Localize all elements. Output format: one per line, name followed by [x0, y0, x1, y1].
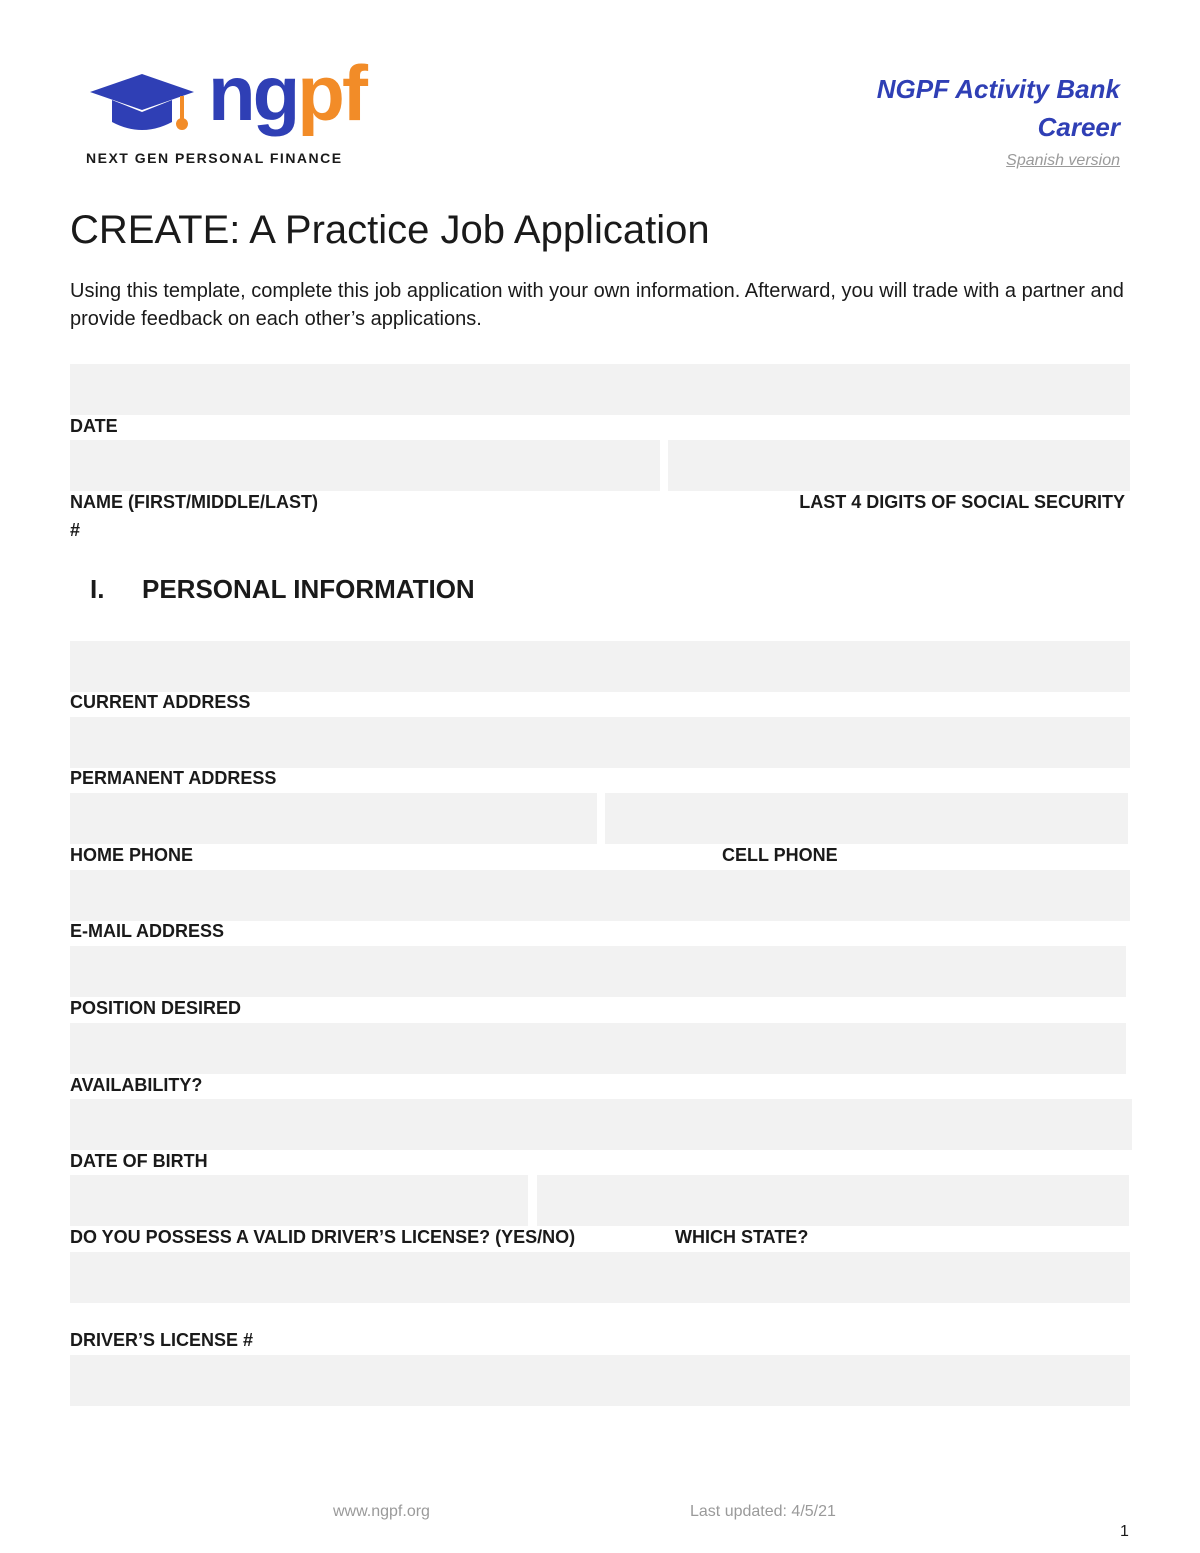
- availability-field[interactable]: [70, 1023, 1126, 1074]
- dob-label: DATE OF BIRTH: [70, 1151, 208, 1171]
- name-field[interactable]: [70, 440, 660, 491]
- which-state-field[interactable]: [537, 1175, 1129, 1226]
- permanent-address-label: PERMANENT ADDRESS: [70, 768, 277, 788]
- page-title: CREATE: A Practice Job Application: [70, 208, 710, 252]
- license-number-input[interactable]: [70, 1355, 1130, 1406]
- license-valid-label: DO YOU POSSESS A VALID DRIVER’S LICENSE? (YES/NO): [70, 1227, 576, 1247]
- ssn-field[interactable]: [668, 440, 1130, 491]
- ssn-label: LAST 4 DIGITS OF SOCIAL SECURITY: [799, 492, 1125, 512]
- footer-updated: Last updated: 4/5/21: [690, 1503, 836, 1520]
- current-address-label: CURRENT ADDRESS: [70, 692, 251, 712]
- category-title: Career: [1037, 112, 1120, 142]
- current-address-field[interactable]: [70, 641, 1130, 692]
- logo-wordmark: ngpf: [208, 49, 365, 137]
- license-valid-field[interactable]: [70, 1175, 528, 1226]
- section-number: I.: [90, 574, 105, 604]
- footer-url[interactable]: www.ngpf.org: [333, 1503, 430, 1520]
- email-label: E-MAIL ADDRESS: [70, 921, 225, 941]
- name-label: NAME (FIRST/MIDDLE/LAST): [70, 492, 318, 512]
- spanish-version-link[interactable]: Spanish version: [1006, 152, 1120, 169]
- which-state-label: WHICH STATE?: [675, 1227, 809, 1247]
- cell-phone-field[interactable]: [605, 793, 1128, 844]
- section-title: PERSONAL INFORMATION: [142, 574, 475, 604]
- cell-phone-label: CELL PHONE: [722, 845, 838, 865]
- intro-text: Using this template, complete this job application with your own information. Afterward, you will trade with a partner and provide feedback on each other’s applications.: [70, 280, 1124, 330]
- date-field[interactable]: [70, 364, 1130, 415]
- graduation-cap-icon: [86, 70, 198, 140]
- permanent-address-field[interactable]: [70, 717, 1130, 768]
- license-number-label: DRIVER’S LICENSE #: [70, 1330, 254, 1350]
- date-label: DATE: [70, 416, 118, 436]
- activity-bank-title: NGPF Activity Bank: [876, 74, 1120, 104]
- dob-field[interactable]: [70, 1099, 1132, 1150]
- license-number-field[interactable]: [70, 1252, 1130, 1303]
- home-phone-field[interactable]: [70, 793, 597, 844]
- position-label: POSITION DESIRED: [70, 998, 242, 1018]
- email-field[interactable]: [70, 870, 1130, 921]
- home-phone-label: HOME PHONE: [70, 845, 194, 865]
- logo-tagline: NEXT GEN PERSONAL FINANCE: [86, 150, 343, 166]
- ngpf-logo: [86, 49, 386, 172]
- position-field[interactable]: [70, 946, 1126, 997]
- availability-label: AVAILABILITY?: [70, 1075, 203, 1095]
- ssn-label-continued: #: [70, 520, 81, 540]
- page-number: 1: [1120, 1523, 1129, 1540]
